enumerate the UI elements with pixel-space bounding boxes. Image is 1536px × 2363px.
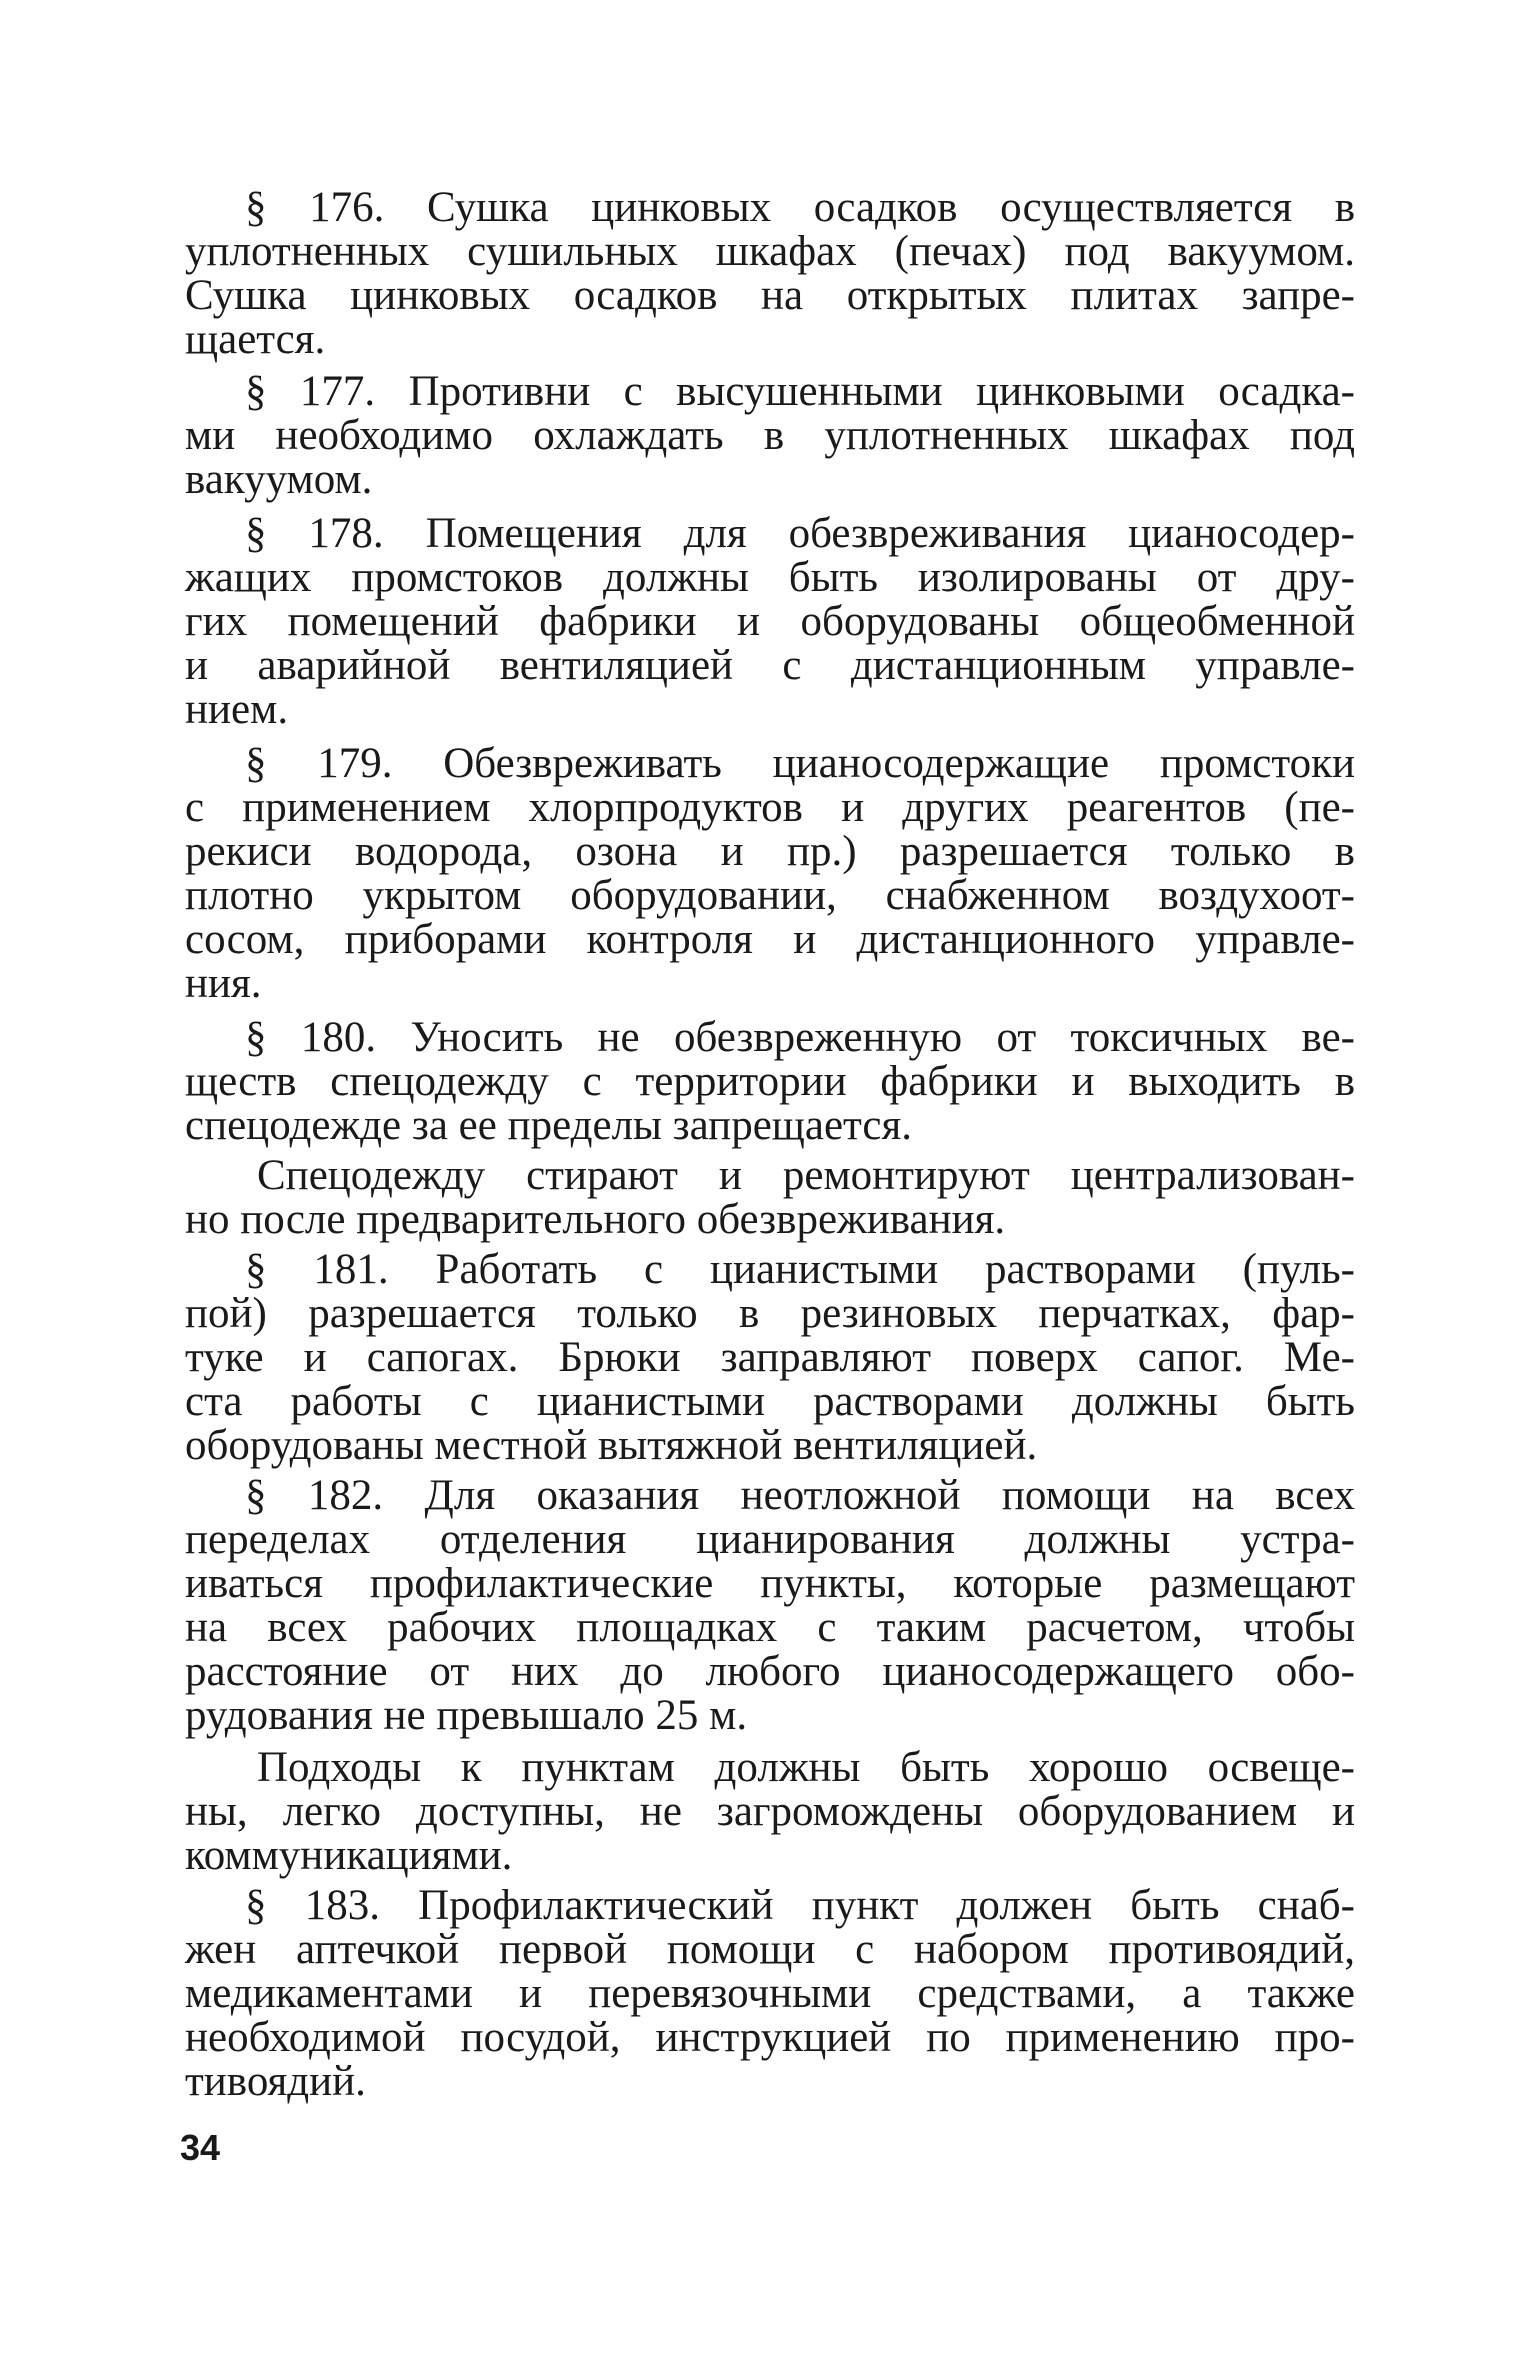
text-line: оборудованы местной вытяжной вентиляцией. bbox=[185, 1422, 1038, 1469]
text-line: ния. bbox=[185, 960, 262, 1007]
text-line: Спецодежду стирают и ремонтируют централизован- bbox=[257, 1152, 1355, 1199]
text-line: § 182. Для оказания неотложной помощи на всех bbox=[245, 1472, 1355, 1519]
text-line: рекиси водорода, озона и пр.) разрешается только в bbox=[185, 828, 1355, 875]
text-line: переделах отделения цианирования должны устра- bbox=[185, 1516, 1355, 1563]
text-line: туке и сапогах. Брюки заправляют поверх сапог. Ме- bbox=[185, 1334, 1355, 1381]
text-line: на всех рабочих площадках с таким расчетом, чтобы bbox=[185, 1604, 1355, 1651]
text-line: медикаментами и перевязочными средствами, а также bbox=[185, 1970, 1355, 2017]
text-line: § 183. Профилактический пункт должен быть снаб- bbox=[245, 1882, 1355, 1929]
text-line: Подходы к пунктам должны быть хорошо освеще- bbox=[257, 1744, 1355, 1791]
text-line: коммуникациями. bbox=[185, 1832, 513, 1879]
text-line: необходимой посудой, инструкцией по применению про- bbox=[185, 2014, 1355, 2061]
text-line: щается. bbox=[185, 316, 326, 363]
text-line: пой) разрешается только в резиновых перчатках, фар- bbox=[185, 1290, 1355, 1337]
text-line: ми необходимо охлаждать в уплотненных шкафах под bbox=[185, 412, 1355, 459]
text-line: жащих промстоков должны быть изолированы от дру- bbox=[185, 554, 1355, 601]
text-line: уплотненных сушильных шкафах (печах) под вакуумом. bbox=[185, 228, 1355, 275]
text-line: сосом, приборами контроля и дистанционного управле- bbox=[185, 916, 1355, 963]
text-line: нием. bbox=[185, 686, 289, 733]
text-line: но после предварительного обезвреживания. bbox=[185, 1196, 1006, 1243]
text-line: с применением хлорпродуктов и других реагентов (пе- bbox=[185, 784, 1355, 831]
text-line: § 181. Работать с цианистыми растворами (пуль- bbox=[245, 1246, 1355, 1293]
text-line: и аварийной вентиляцией с дистанционным управле- bbox=[185, 642, 1355, 689]
text-line: ны, легко доступны, не загромождены оборудованием и bbox=[185, 1788, 1355, 1835]
text-line: § 178. Помещения для обезвреживания цианосодер- bbox=[245, 510, 1355, 557]
text-line: иваться профилактические пункты, которые размещают bbox=[185, 1560, 1355, 1607]
text-line: вакуумом. bbox=[185, 456, 373, 503]
text-line: расстояние от них до любого цианосодержащего обо- bbox=[185, 1648, 1355, 1695]
text-line: гих помещений фабрики и оборудованы общеобменной bbox=[185, 598, 1355, 645]
text-line: ста работы с цианистыми растворами должны быть bbox=[185, 1378, 1355, 1425]
text-line: ществ спецодежду с территории фабрики и выходить в bbox=[185, 1058, 1355, 1105]
text-line: § 179. Обезвреживать цианосодержащие промстоки bbox=[245, 740, 1355, 787]
text-line: § 180. Уносить не обезвреженную от токсичных ве- bbox=[245, 1014, 1355, 1061]
text-line: спецодежде за ее пределы запрещается. bbox=[185, 1102, 912, 1149]
page-number: 34 bbox=[180, 2127, 221, 2168]
text-line: тивоядий. bbox=[185, 2058, 366, 2105]
text-line: § 176. Сушка цинковых осадков осуществляется в bbox=[245, 184, 1355, 231]
text-line: Сушка цинковых осадков на открытых плитах запре- bbox=[185, 272, 1355, 319]
text-line: § 177. Противни с высушенными цинковыми осадка- bbox=[245, 368, 1355, 415]
text-line: рудования не превышало 25 м. bbox=[185, 1692, 748, 1739]
text-line: жен аптечкой первой помощи с набором противоядий, bbox=[185, 1926, 1355, 1973]
text-line: плотно укрытом оборудовании, снабженном воздухоот- bbox=[185, 872, 1355, 919]
